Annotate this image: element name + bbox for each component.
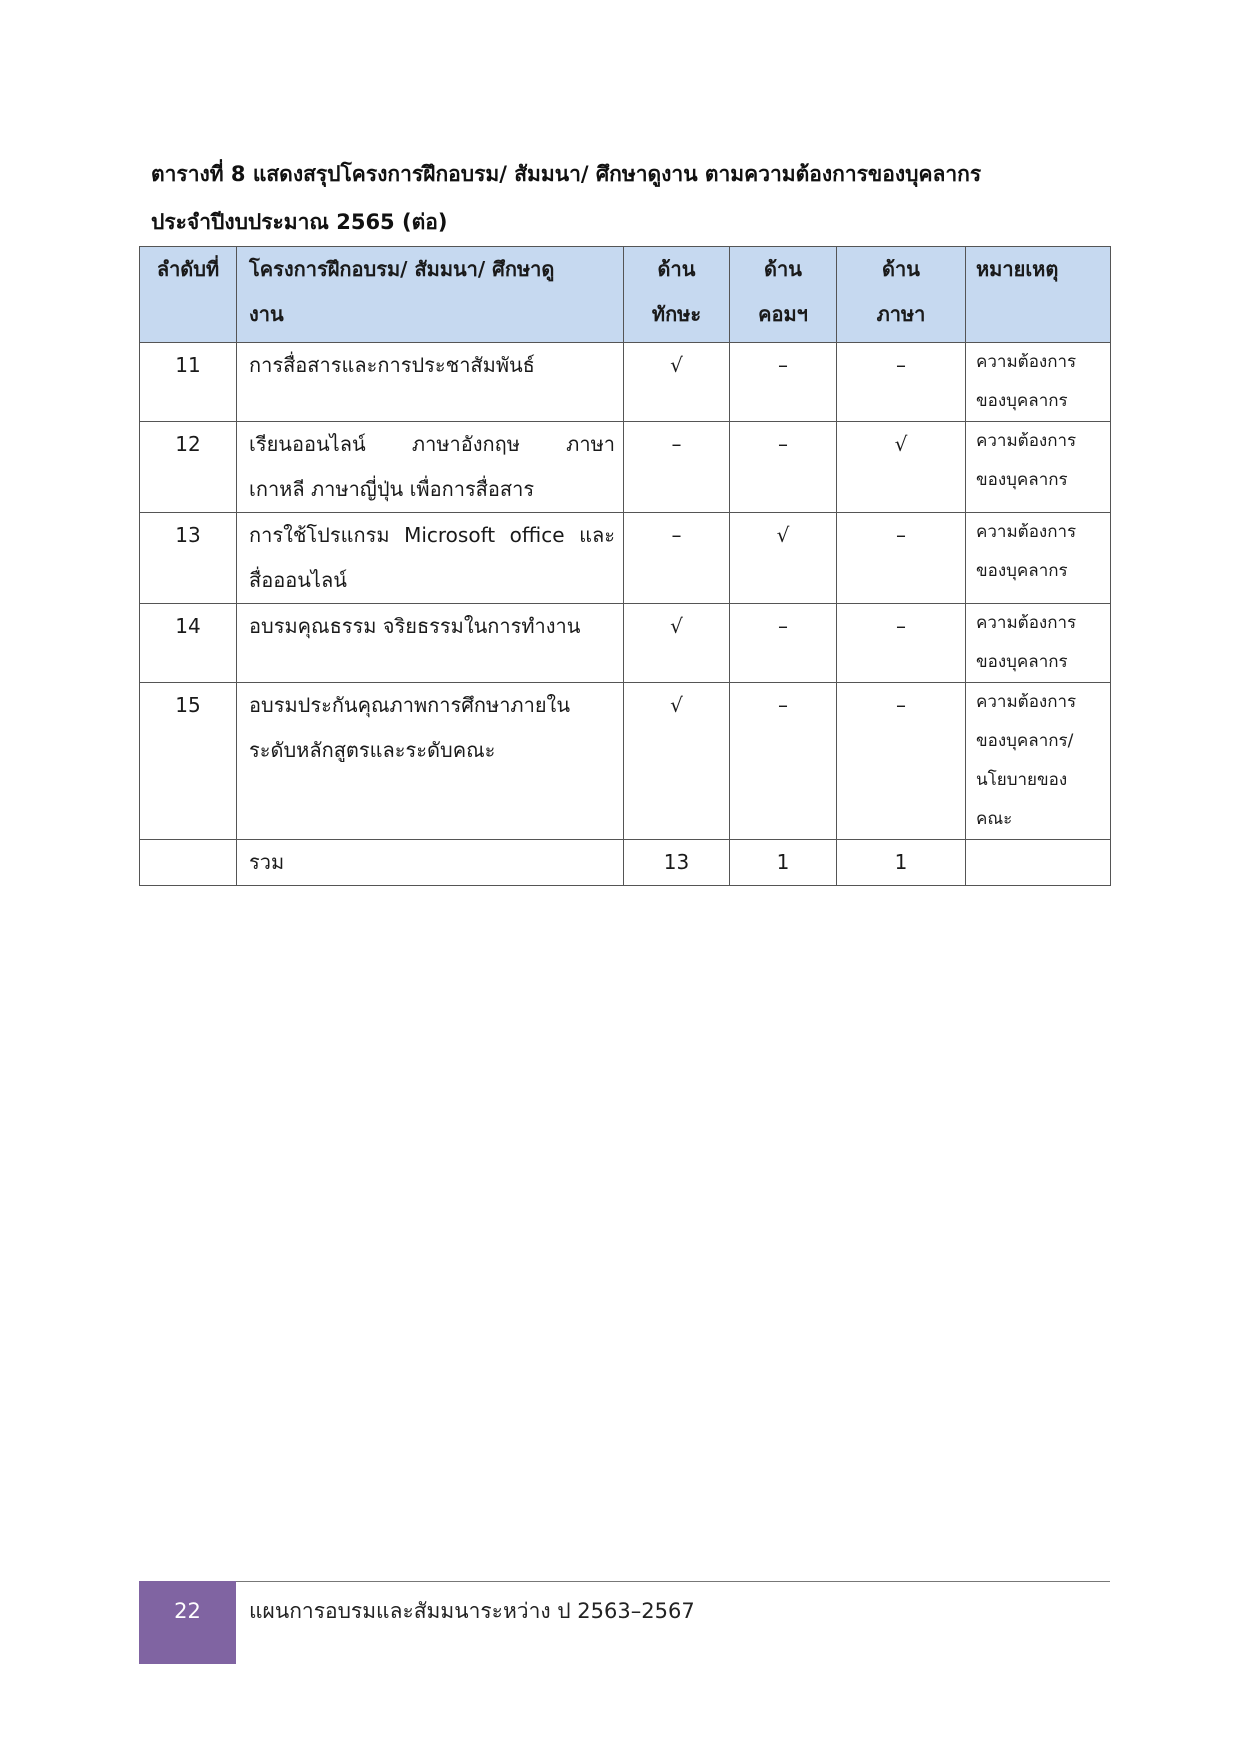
row-note: ความต้องการ ของบุคลากร (966, 604, 1111, 683)
row-skill-mark: √ (624, 604, 730, 683)
row-language-mark: – (837, 604, 966, 683)
total-note (966, 840, 1111, 886)
row-language-mark: – (837, 683, 966, 840)
row-computer-mark: – (730, 422, 837, 513)
header-note: หมายเหตุ (966, 247, 1111, 343)
row-project: การสื่อสารและการประชาสัมพันธ์ (237, 343, 624, 422)
row-skill-mark: – (624, 422, 730, 513)
total-label: รวม (237, 840, 624, 886)
page-number: 22 (174, 1599, 201, 1623)
header-computer: ด้าน คอมฯ (730, 247, 837, 343)
table-caption (151, 150, 1111, 246)
row-computer-mark: √ (730, 513, 837, 604)
table-row (140, 683, 1111, 840)
header-language: ด้าน ภาษา (837, 247, 966, 343)
caption-line-1: ตารางที่ 8 แสดงสรุปโครงการฝึกอบรม/ สัมมนา/ ศึกษาดูงาน ตามความต้องการของบุคลากร (151, 162, 982, 186)
total-language: 1 (837, 840, 966, 886)
table-row (140, 343, 1111, 422)
row-skill-mark: √ (624, 343, 730, 422)
header-skill: ด้าน ทักษะ (624, 247, 730, 343)
total-computer: 1 (730, 840, 837, 886)
header-project: โครงการฝึกอบรม/ สัมมนา/ ศึกษาดู งาน (237, 247, 624, 343)
row-language-mark: – (837, 513, 966, 604)
table-header-row (140, 247, 1111, 343)
total-no (140, 840, 237, 886)
row-computer-mark: – (730, 683, 837, 840)
row-project: อบรมคุณธรรม จริยธรรมในการทำงาน (237, 604, 624, 683)
row-project: อบรมประกันคุณภาพการศึกษาภายใน ระดับหลักสูตรและระดับคณะ (237, 683, 624, 840)
table-row (140, 422, 1111, 513)
row-no: 11 (140, 343, 237, 422)
row-no: 15 (140, 683, 237, 840)
row-project: เรียนออนไลน์ ภาษาอังกฤษ ภาษา เกาหลี ภาษาญี่ปุ่น เพื่อการสื่อสาร (237, 422, 624, 513)
row-note: ความต้องการ ของบุคลากร (966, 422, 1111, 513)
row-no: 14 (140, 604, 237, 683)
row-project: การใช้โปรแกรม Microsoft office และ สื่อออนไลน์ (237, 513, 624, 604)
total-skill: 13 (624, 840, 730, 886)
row-skill-mark: √ (624, 683, 730, 840)
row-note: ความต้องการ ของบุคลากร/ นโยบายของ คณะ (966, 683, 1111, 840)
training-summary-table (139, 246, 1111, 886)
table-row (140, 513, 1111, 604)
row-language-mark: – (837, 343, 966, 422)
table-total-row (140, 840, 1111, 886)
footer-divider (236, 1581, 1110, 1582)
row-note: ความต้องการ ของบุคลากร (966, 343, 1111, 422)
row-computer-mark: – (730, 604, 837, 683)
table-row (140, 604, 1111, 683)
row-language-mark: √ (837, 422, 966, 513)
row-no: 12 (140, 422, 237, 513)
row-no: 13 (140, 513, 237, 604)
header-no: ลำดับที่ (140, 247, 237, 343)
row-computer-mark: – (730, 343, 837, 422)
row-skill-mark: – (624, 513, 730, 604)
footer-title: แผนการอบรมและสัมมนาระหว่าง ป 2563–2567 (249, 1599, 695, 1623)
row-note: ความต้องการ ของบุคลากร (966, 513, 1111, 604)
caption-line-2: ประจำปีงบประมาณ 2565 (ต่อ) (151, 210, 448, 234)
